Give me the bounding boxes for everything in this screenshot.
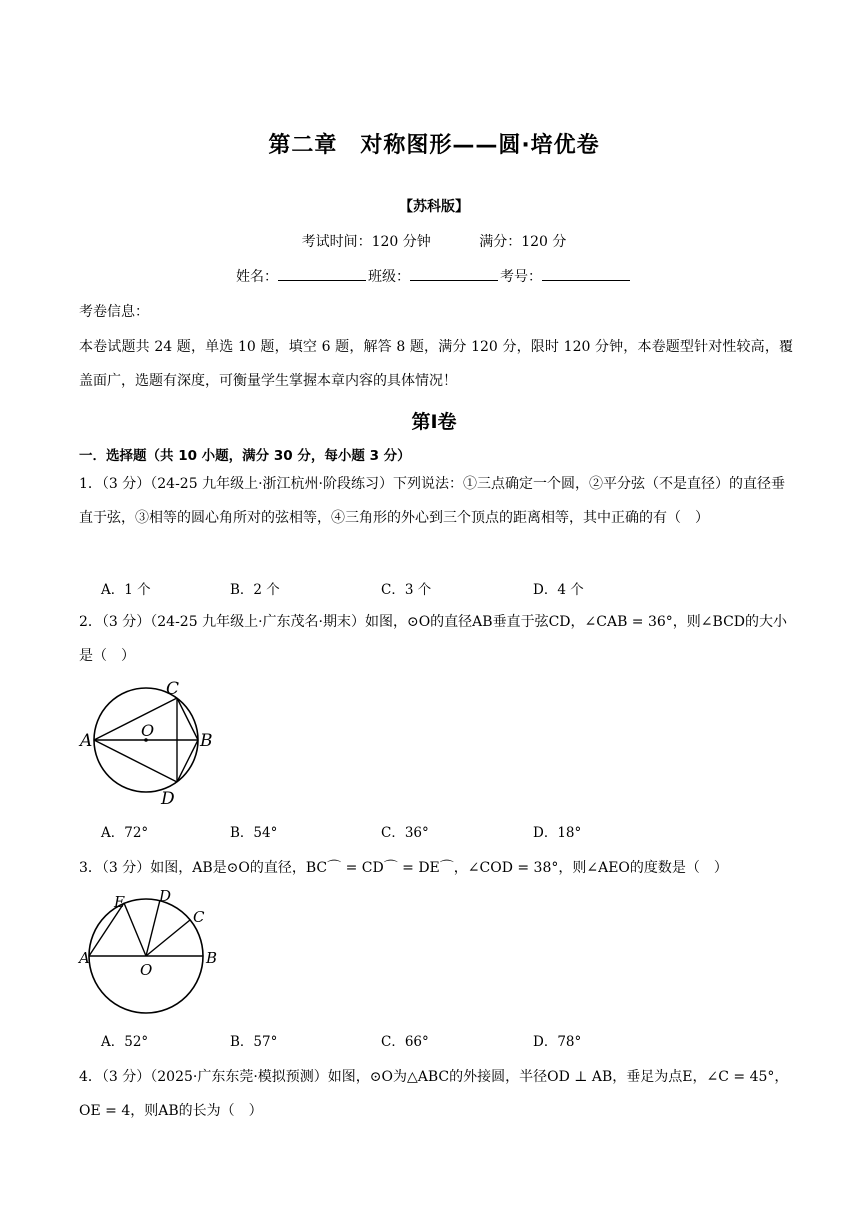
section-heading: 一．选择题（共 10 小题，满分 30 分，每小题 3 分）: [79, 448, 411, 464]
info-title: 考卷信息：: [79, 304, 149, 320]
question-4: 4．（3 分）（2025·广东东莞·模拟预测）如图，⊙O为△ABC的外接圆，半径OD ⊥ AB，垂足为点E，∠C = 45°，OE = 4，则AB的长为（ ）: [79, 1069, 789, 1119]
label-c: C: [166, 679, 180, 699]
student-fields: [0, 266, 868, 286]
exam-time: 考试时间：120 分钟: [301, 234, 431, 250]
number-blank: [542, 266, 630, 281]
info-text: 本卷试题共 24 题，单选 10 题，填空 6 题，解答 8 题，满分 120 分，限时 120 分钟，本卷题型针对性较高，覆盖面广，选题有深度，可衡量学生掌握本章内容的具体情况！: [79, 339, 793, 389]
name-blank: [278, 266, 366, 281]
exam-meta: [0, 231, 868, 251]
option-c: C．36°: [381, 825, 429, 841]
label-o: O: [141, 721, 155, 740]
option-b: B．54°: [230, 825, 278, 841]
class-blank: [410, 266, 498, 281]
option-d: D．18°: [533, 825, 582, 841]
question-3: 3．（3 分）如图，AB是⊙O的直径，BC⌒ = CD⌒ = DE⌒，∠COD = 38°，则∠AEO的度数是（ ）: [79, 860, 728, 876]
page-title: 第二章 对称图形——圆·培优卷: [268, 133, 600, 158]
option-a: A．52°: [101, 1034, 149, 1050]
full-score: 满分：120 分: [479, 234, 567, 250]
option-a: A．1 个: [101, 582, 151, 598]
option-d: D．78°: [533, 1034, 582, 1050]
label-d: D: [161, 789, 175, 808]
label-e: E: [114, 893, 125, 911]
option-b: B．57°: [230, 1034, 278, 1050]
label-d: D: [159, 887, 172, 905]
name-label: 姓名：: [236, 269, 278, 285]
question-2-figure: [76, 676, 216, 808]
option-d: D．4 个: [533, 582, 584, 598]
option-a: A．72°: [101, 825, 149, 841]
label-a: A: [79, 949, 90, 967]
volume-heading: 第Ⅰ卷: [411, 411, 457, 433]
label-a: A: [80, 731, 93, 751]
option-c: C．3 个: [381, 582, 432, 598]
number-label: 考号：: [500, 269, 542, 285]
label-c: C: [193, 908, 205, 926]
question-3-figure: [76, 886, 226, 1020]
option-c: C．66°: [381, 1034, 429, 1050]
question-2: 2．（3 分）（24-25 九年级上·广东茂名·期末）如图，⊙O的直径AB垂直于弦CD，∠CAB = 36°，则∠BCD的大小是（ ）: [79, 614, 788, 664]
question-1: 1．（3 分）（24-25 九年级上·浙江杭州·阶段练习）下列说法：①三点确定一个圆，②平分弦（不是直径）的直径垂直于弦，③相等的圆心角所对的弦相等，④三角形的外心到三个顶点的距离相等，其中正确的有（ ）: [79, 476, 785, 526]
class-label: 班级：: [368, 269, 410, 285]
label-o: O: [140, 961, 153, 979]
option-b: B．2 个: [230, 582, 280, 598]
label-b: B: [200, 731, 213, 751]
edition-label: 【苏科版】: [399, 199, 469, 215]
label-b: B: [206, 949, 218, 967]
